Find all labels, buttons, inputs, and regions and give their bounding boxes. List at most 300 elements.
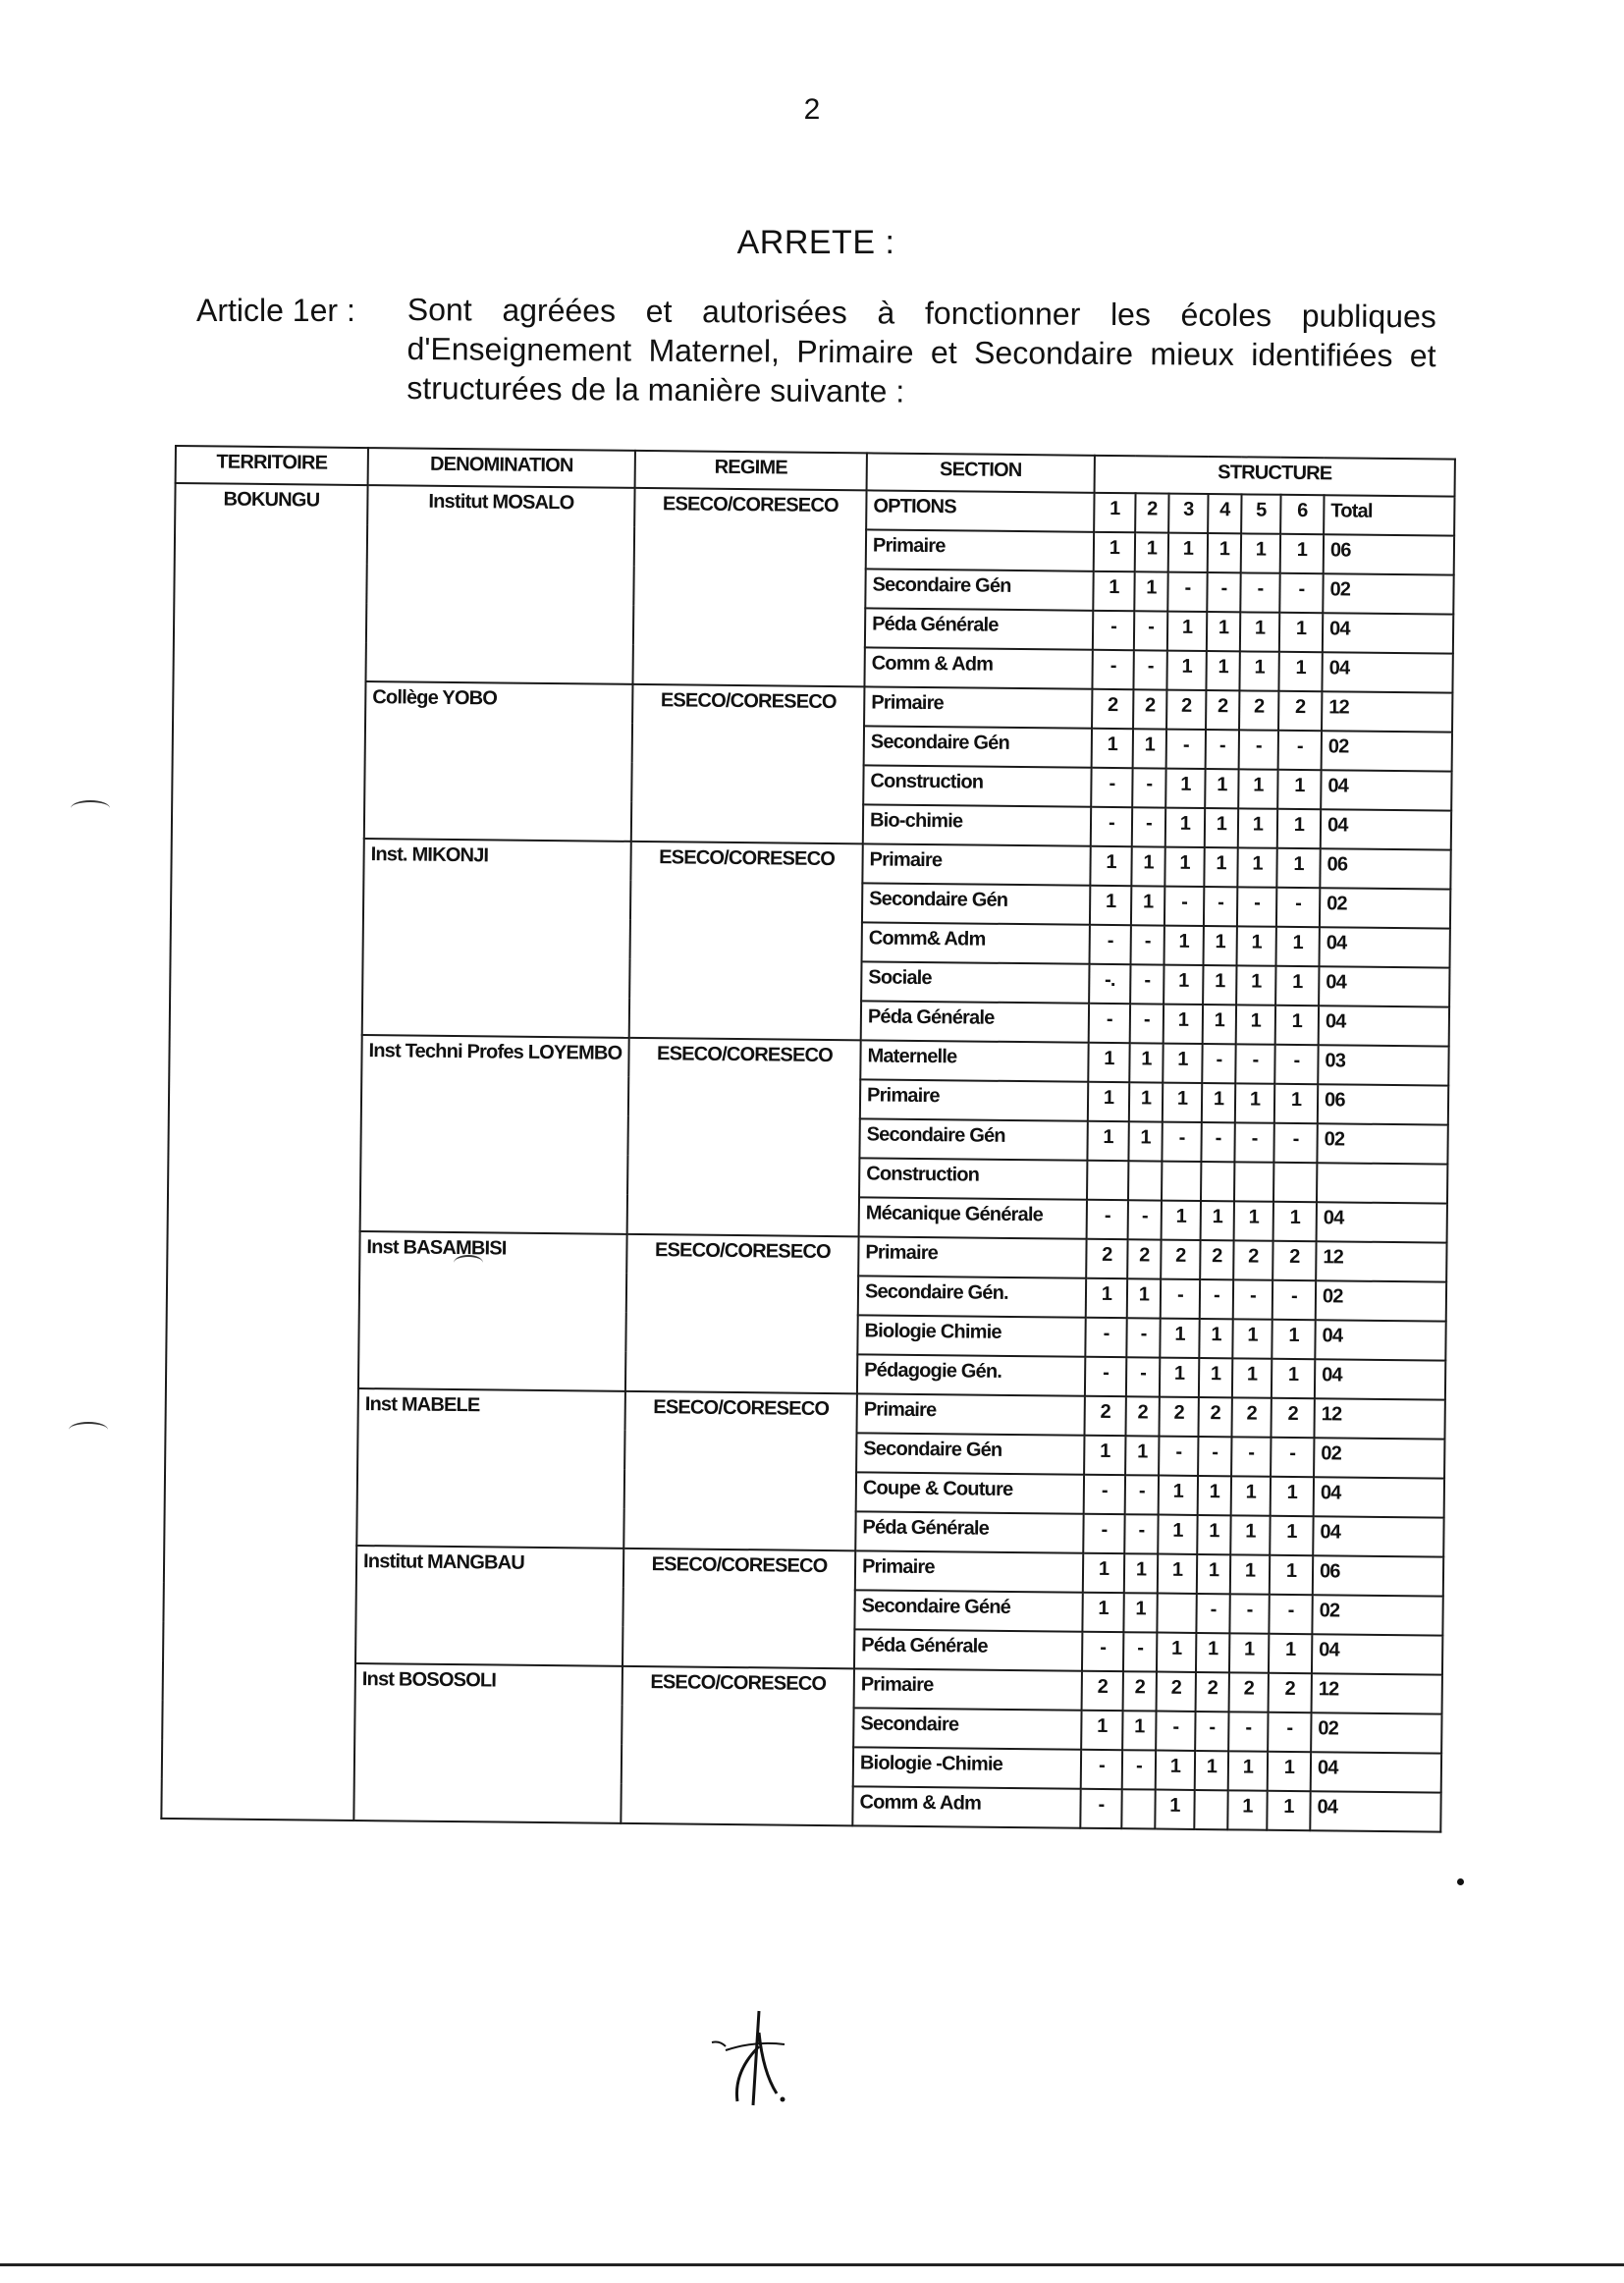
structure-value-cell: -: [1156, 1712, 1195, 1751]
structure-value-cell: -: [1195, 1712, 1228, 1751]
total-cell: 02: [1323, 573, 1454, 614]
section-cell: Secondaire Gén: [859, 1118, 1087, 1160]
total-cell: 12: [1312, 1673, 1443, 1713]
structure-value-cell: 1: [1277, 809, 1321, 848]
structure-value-cell: 1: [1128, 1121, 1162, 1161]
scan-dot: [1457, 1878, 1464, 1885]
structure-value-cell: 1: [1231, 1476, 1271, 1515]
structure-value-cell: -: [1083, 1514, 1124, 1553]
structure-value-cell: 1: [1237, 847, 1276, 887]
total-cell: 12: [1316, 1241, 1447, 1281]
structure-value-cell: 1: [1206, 651, 1239, 690]
article-text: Sont agréées et autorisées à fonctionner les écoles publiques d'Enseignement Maternel, Primaire et Secondaire mieux identifiées et structurées de la manière suivante :: [406, 291, 1436, 409]
structure-value-cell: 1: [1274, 1084, 1318, 1123]
structure-value-cell: 1: [1202, 1083, 1235, 1122]
structure-value-cell: -: [1196, 1594, 1229, 1633]
structure-value-cell: -: [1202, 1044, 1235, 1083]
structure-value-cell: 1: [1230, 1515, 1270, 1554]
structure-value-cell: 1: [1167, 612, 1207, 651]
section-cell: Primaire: [866, 529, 1094, 571]
structure-col-header: 5: [1241, 494, 1280, 533]
structure-value-cell: [1201, 1162, 1234, 1201]
regime-cell: ESECO/CORESECO: [625, 1234, 859, 1393]
header-section: SECTION: [867, 453, 1095, 492]
header-structure: STRUCTURE: [1095, 456, 1455, 497]
structure-value-cell: -: [1276, 888, 1320, 927]
structure-value-cell: 1: [1156, 1751, 1195, 1790]
structure-value-cell: 1: [1081, 1711, 1122, 1750]
schools-table-wrapper: [160, 445, 1454, 1833]
structure-value-cell: 1: [1205, 769, 1238, 808]
school-name-cell: Inst BOSOSOLI: [353, 1663, 623, 1823]
structure-value-cell: 1: [1090, 846, 1131, 886]
section-cell: Secondaire Gén: [864, 726, 1092, 767]
structure-value-cell: 2: [1092, 689, 1133, 729]
structure-value-cell: 1: [1275, 1006, 1319, 1045]
section-cell: Coupe & Couture: [856, 1472, 1084, 1513]
structure-value-cell: -: [1268, 1712, 1311, 1752]
document-heading: ARRETE :: [736, 224, 895, 261]
structure-value-cell: 2: [1200, 1240, 1233, 1279]
structure-value-cell: 2: [1272, 1241, 1316, 1280]
structure-value-cell: 1: [1238, 769, 1277, 808]
structure-value-cell: -.: [1089, 964, 1130, 1004]
structure-value-cell: -: [1124, 1514, 1158, 1553]
structure-col-header: 1: [1094, 493, 1135, 532]
section-cell: Biologie -Chimie: [853, 1747, 1081, 1788]
school-name-cell: Inst MABELE: [356, 1388, 625, 1549]
structure-value-cell: 1: [1133, 729, 1166, 768]
structure-value-cell: 1: [1273, 1202, 1317, 1241]
scan-mark: [71, 800, 110, 816]
structure-value-cell: 1: [1272, 1359, 1315, 1398]
structure-value-cell: 1: [1124, 1553, 1158, 1593]
structure-value-cell: 2: [1157, 1672, 1196, 1712]
structure-value-cell: 1: [1203, 1005, 1236, 1044]
regime-cell: ESECO/CORESECO: [621, 1666, 854, 1825]
structure-value-cell: -: [1279, 573, 1323, 613]
total-cell: 04: [1320, 927, 1451, 967]
options-label-cell: OPTIONS: [866, 490, 1094, 531]
total-cell: 04: [1310, 1791, 1441, 1831]
structure-value-cell: 1: [1159, 1476, 1198, 1515]
structure-value-cell: -: [1274, 1045, 1318, 1084]
total-cell: 04: [1315, 1320, 1446, 1360]
structure-value-cell: 2: [1196, 1672, 1229, 1712]
structure-value-cell: -: [1081, 1750, 1122, 1789]
total-cell: 04: [1319, 966, 1450, 1006]
section-cell: Primaire: [854, 1668, 1082, 1710]
structure-value-cell: -: [1272, 1280, 1316, 1320]
structure-value-cell: 1: [1234, 1201, 1273, 1240]
structure-value-cell: 1: [1239, 651, 1278, 690]
structure-col-header: 4: [1208, 494, 1241, 533]
structure-value-cell: 1: [1275, 966, 1319, 1006]
section-cell: Péda Générale: [854, 1629, 1082, 1670]
structure-value-cell: 1: [1158, 1515, 1197, 1554]
regime-cell: ESECO/CORESECO: [627, 1038, 861, 1236]
structure-value-cell: 1: [1277, 770, 1321, 809]
regime-cell: ESECO/CORESECO: [631, 684, 865, 843]
total-cell: 03: [1318, 1045, 1449, 1085]
structure-value-cell: 1: [1278, 652, 1322, 691]
regime-cell: ESECO/CORESECO: [623, 1549, 855, 1668]
structure-value-cell: [1162, 1162, 1201, 1201]
total-cell: 02: [1314, 1438, 1445, 1478]
structure-value-cell: 1: [1123, 1593, 1157, 1632]
structure-value-cell: -: [1085, 1318, 1126, 1357]
header-regime: REGIME: [635, 451, 867, 490]
structure-value-cell: -: [1122, 1750, 1156, 1789]
structure-value-cell: -: [1134, 611, 1167, 650]
structure-value-cell: -: [1278, 731, 1322, 770]
structure-value-cell: -: [1123, 1632, 1157, 1671]
structure-value-cell: 1: [1086, 1278, 1127, 1318]
total-cell: 02: [1311, 1712, 1442, 1753]
section-cell: Primaire: [857, 1393, 1085, 1435]
section-cell: Sociale: [861, 961, 1089, 1003]
section-cell: Primaire: [864, 686, 1092, 728]
structure-value-cell: -: [1085, 1357, 1126, 1396]
scan-mark: [69, 1422, 108, 1438]
school-name-cell: Collège YOBO: [364, 681, 633, 842]
structure-value-cell: -: [1200, 1279, 1233, 1319]
structure-value-cell: -: [1234, 1122, 1273, 1162]
section-cell: Biologie Chimie: [857, 1315, 1085, 1356]
structure-value-cell: [1234, 1162, 1273, 1201]
structure-value-cell: -: [1126, 1357, 1160, 1396]
school-name-cell: Inst BASAMBISI: [358, 1231, 627, 1391]
total-cell: 12: [1322, 691, 1453, 732]
section-cell: Secondaire Gén: [856, 1433, 1084, 1474]
signature-image: [702, 2003, 820, 2111]
regime-cell: ESECO/CORESECO: [629, 842, 863, 1040]
section-cell: Comm& Adm: [862, 922, 1090, 963]
structure-value-cell: 1: [1093, 571, 1134, 611]
territoire-cell: BOKUNGU: [161, 483, 367, 1821]
total-cell: 04: [1314, 1477, 1445, 1517]
structure-value-cell: 1: [1199, 1319, 1232, 1358]
structure-value-cell: 1: [1271, 1477, 1314, 1516]
section-cell: Péda Générale: [865, 608, 1093, 649]
structure-value-cell: -: [1093, 611, 1134, 650]
structure-value-cell: -: [1273, 1123, 1317, 1163]
structure-value-cell: 2: [1159, 1397, 1198, 1437]
structure-value-cell: -: [1207, 572, 1240, 612]
structure-value-cell: -: [1162, 1122, 1201, 1162]
structure-value-cell: 2: [1125, 1396, 1159, 1436]
structure-value-cell: 1: [1195, 1751, 1228, 1790]
structure-value-cell: 1: [1088, 1082, 1129, 1121]
structure-value-cell: 1: [1203, 965, 1236, 1005]
structure-value-cell: -: [1090, 925, 1131, 964]
total-cell: 04: [1321, 809, 1452, 849]
structure-value-cell: 1: [1163, 1044, 1202, 1083]
structure-value-cell: 1: [1232, 1358, 1272, 1397]
section-cell: Primaire: [862, 843, 1090, 885]
structure-value-cell: -: [1082, 1632, 1123, 1671]
structure-value-cell: [1121, 1789, 1155, 1828]
structure-value-cell: -: [1080, 1789, 1121, 1828]
structure-value-cell: 2: [1239, 690, 1278, 730]
structure-value-cell: 1: [1270, 1555, 1313, 1595]
structure-value-cell: 1: [1240, 612, 1279, 651]
structure-value-cell: 1: [1199, 1358, 1232, 1397]
structure-value-cell: 2: [1233, 1240, 1272, 1279]
school-name-cell: Institut MANGBAU: [355, 1546, 623, 1666]
structure-value-cell: -: [1167, 572, 1207, 612]
structure-value-cell: 2: [1082, 1671, 1123, 1711]
structure-value-cell: 1: [1236, 965, 1275, 1005]
structure-value-cell: 1: [1229, 1633, 1269, 1672]
structure-value-cell: -: [1130, 964, 1164, 1004]
structure-value-cell: 1: [1268, 1752, 1311, 1791]
total-cell: 04: [1317, 1202, 1448, 1242]
structure-value-cell: -: [1132, 768, 1165, 807]
structure-value-cell: 1: [1165, 769, 1205, 808]
structure-value-cell: -: [1271, 1438, 1314, 1477]
structure-value-cell: -: [1201, 1122, 1234, 1162]
structure-value-cell: 2: [1161, 1240, 1200, 1279]
section-cell: Construction: [859, 1158, 1087, 1199]
section-cell: Secondaire: [853, 1708, 1081, 1749]
total-cell: 04: [1312, 1634, 1443, 1674]
table-body: [161, 483, 1454, 1832]
section-cell: Secondaire Gén: [862, 883, 1090, 924]
structure-value-cell: -: [1237, 887, 1276, 926]
total-cell: [1317, 1163, 1448, 1203]
structure-value-cell: 2: [1133, 689, 1166, 729]
structure-value-cell: 1: [1134, 571, 1167, 611]
structure-value-cell: [1087, 1161, 1128, 1200]
total-cell: 04: [1322, 652, 1453, 692]
structure-value-cell: 1: [1155, 1790, 1194, 1829]
structure-value-cell: 1: [1235, 1083, 1274, 1122]
structure-value-cell: 1: [1230, 1554, 1270, 1594]
structure-value-cell: 1: [1164, 847, 1204, 887]
structure-value-cell: [1194, 1790, 1227, 1829]
scan-edge-line: [0, 2263, 1624, 2266]
structure-value-cell: -: [1132, 807, 1165, 846]
structure-value-cell: 1: [1279, 613, 1323, 652]
structure-value-cell: 1: [1094, 532, 1135, 571]
structure-value-cell: 1: [1166, 651, 1206, 690]
structure-value-cell: -: [1091, 768, 1132, 807]
structure-value-cell: -: [1159, 1437, 1198, 1476]
structure-value-cell: [1273, 1163, 1317, 1202]
structure-value-cell: -: [1126, 1318, 1160, 1357]
structure-value-cell: -: [1128, 1200, 1162, 1239]
structure-value-cell: 2: [1166, 690, 1206, 730]
structure-value-cell: -: [1206, 730, 1239, 769]
structure-value-cell: 1: [1129, 1082, 1163, 1121]
structure-value-cell: 2: [1127, 1239, 1161, 1278]
total-cell: 04: [1313, 1516, 1444, 1556]
structure-value-cell: -: [1133, 650, 1166, 689]
schools-table: [160, 445, 1456, 1833]
structure-value-cell: [1157, 1594, 1196, 1633]
total-cell: 02: [1322, 731, 1453, 771]
structure-value-cell: 1: [1131, 886, 1164, 925]
structure-value-cell: 2: [1271, 1398, 1314, 1438]
structure-value-cell: -: [1233, 1279, 1272, 1319]
structure-value-cell: 1: [1127, 1278, 1161, 1318]
structure-value-cell: -: [1231, 1437, 1271, 1476]
structure-value-cell: -: [1161, 1279, 1200, 1319]
structure-value-cell: 1: [1241, 533, 1280, 572]
structure-value-cell: -: [1130, 1004, 1164, 1043]
structure-value-cell: 1: [1270, 1516, 1313, 1555]
structure-value-cell: 1: [1165, 808, 1205, 847]
school-name-cell: Institut MOSALO: [365, 485, 634, 684]
school-name-cell: Inst. MIKONJI: [362, 839, 631, 1038]
school-name-cell: Inst Techni Profes LOYEMBO: [360, 1035, 629, 1234]
structure-value-cell: 1: [1201, 1201, 1234, 1240]
total-cell: 02: [1312, 1595, 1443, 1635]
structure-value-cell: 2: [1206, 690, 1239, 730]
structure-value-cell: -: [1166, 730, 1206, 769]
regime-cell: ESECO/CORESECO: [623, 1391, 857, 1550]
structure-col-header: 3: [1168, 494, 1208, 533]
total-cell: 02: [1316, 1280, 1447, 1321]
total-cell: 04: [1319, 1006, 1450, 1046]
structure-value-cell: -: [1091, 807, 1132, 846]
structure-value-cell: -: [1204, 887, 1237, 926]
structure-value-cell: 1: [1125, 1436, 1159, 1475]
structure-value-cell: 1: [1204, 926, 1237, 965]
structure-value-cell: -: [1239, 730, 1278, 769]
structure-value-cell: 1: [1236, 1005, 1275, 1044]
page-number: 2: [803, 93, 821, 126]
total-cell: 06: [1320, 848, 1451, 889]
section-cell: Secondaire Géné: [854, 1590, 1082, 1631]
structure-value-cell: 1: [1090, 886, 1131, 925]
structure-value-cell: 2: [1229, 1672, 1269, 1712]
structure-value-cell: 1: [1084, 1436, 1125, 1475]
scan-mark: [454, 1255, 483, 1271]
total-cell: 02: [1320, 888, 1451, 928]
structure-col-header: 2: [1135, 493, 1168, 532]
section-cell: Mécanique Générale: [859, 1197, 1087, 1238]
section-cell: Construction: [863, 765, 1091, 806]
structure-value-cell: -: [1092, 650, 1133, 689]
structure-value-cell: 1: [1267, 1791, 1310, 1830]
total-cell: 12: [1314, 1398, 1445, 1439]
structure-value-cell: 1: [1237, 926, 1276, 965]
structure-value-cell: -: [1198, 1437, 1231, 1476]
structure-value-cell: 1: [1131, 846, 1164, 886]
structure-value-cell: 1: [1164, 926, 1204, 965]
structure-value-cell: -: [1164, 887, 1204, 926]
structure-value-cell: 1: [1160, 1319, 1199, 1358]
total-cell: 02: [1317, 1123, 1448, 1164]
structure-value-cell: -: [1084, 1475, 1125, 1514]
section-cell: Primaire: [858, 1236, 1086, 1277]
section-cell: Comm & Adm: [864, 647, 1092, 688]
structure-value-cell: 1: [1082, 1593, 1123, 1632]
structure-value-cell: 1: [1207, 612, 1240, 651]
structure-value-cell: 1: [1164, 1005, 1203, 1044]
structure-value-cell: -: [1240, 572, 1279, 612]
structure-value-cell: [1128, 1161, 1162, 1200]
structure-col-header: 6: [1280, 495, 1324, 534]
structure-value-cell: 1: [1280, 534, 1324, 573]
structure-value-cell: 2: [1123, 1671, 1157, 1711]
section-cell: Péda Générale: [861, 1001, 1089, 1042]
structure-value-cell: 1: [1163, 1083, 1202, 1122]
structure-value-cell: 2: [1198, 1397, 1231, 1437]
structure-value-cell: -: [1228, 1712, 1268, 1751]
structure-value-cell: 1: [1158, 1554, 1197, 1594]
structure-value-cell: 1: [1157, 1633, 1196, 1672]
structure-value-cell: 1: [1087, 1121, 1128, 1161]
structure-value-cell: 1: [1160, 1358, 1199, 1397]
header-territoire: TERRITOIRE: [176, 446, 368, 485]
structure-value-cell: -: [1087, 1200, 1128, 1239]
structure-value-cell: 1: [1228, 1751, 1268, 1790]
structure-value-cell: 2: [1086, 1239, 1127, 1278]
section-cell: Péda Générale: [855, 1511, 1083, 1552]
total-col-header: Total: [1324, 495, 1455, 535]
header-denomination: DENOMINATION: [368, 448, 635, 488]
structure-value-cell: 2: [1084, 1396, 1125, 1436]
article-label: Article 1er :: [196, 293, 355, 328]
section-cell: Bio-chimie: [863, 804, 1091, 845]
structure-value-cell: 2: [1269, 1673, 1312, 1712]
regime-cell: ESECO/CORESECO: [632, 488, 866, 686]
structure-value-cell: 1: [1135, 532, 1168, 571]
total-cell: 04: [1323, 613, 1454, 653]
section-cell: Primaire: [860, 1079, 1088, 1120]
section-cell: Primaire: [855, 1550, 1083, 1592]
structure-value-cell: 1: [1196, 1633, 1229, 1672]
structure-value-cell: 1: [1238, 808, 1277, 847]
structure-value-cell: -: [1229, 1594, 1269, 1633]
structure-value-cell: 1: [1083, 1553, 1124, 1593]
structure-value-cell: -: [1125, 1475, 1159, 1514]
structure-value-cell: 2: [1231, 1397, 1271, 1437]
structure-value-cell: 1: [1227, 1790, 1267, 1829]
total-cell: 06: [1324, 534, 1455, 574]
total-cell: 04: [1311, 1752, 1442, 1792]
section-cell: Secondaire Gén: [865, 569, 1093, 610]
structure-value-cell: 1: [1208, 533, 1241, 572]
structure-value-cell: -: [1131, 925, 1164, 964]
structure-value-cell: -: [1235, 1044, 1274, 1083]
structure-value-cell: -: [1089, 1004, 1130, 1043]
structure-value-cell: 1: [1164, 965, 1203, 1005]
structure-value-cell: 1: [1168, 533, 1208, 572]
structure-value-cell: 1: [1269, 1634, 1312, 1673]
section-cell: Pédagogie Gén.: [857, 1354, 1085, 1395]
structure-value-cell: 1: [1088, 1043, 1129, 1082]
section-cell: Comm & Adm: [852, 1786, 1080, 1827]
structure-value-cell: 1: [1092, 729, 1133, 768]
structure-value-cell: 1: [1197, 1554, 1230, 1594]
structure-value-cell: 1: [1276, 927, 1320, 966]
structure-value-cell: 1: [1276, 848, 1320, 888]
total-cell: 04: [1315, 1359, 1446, 1399]
structure-value-cell: 1: [1198, 1476, 1231, 1515]
total-cell: 06: [1313, 1555, 1444, 1596]
total-cell: 06: [1318, 1084, 1449, 1124]
structure-value-cell: 1: [1129, 1043, 1163, 1082]
structure-value-cell: 1: [1232, 1319, 1272, 1358]
structure-value-cell: 1: [1162, 1201, 1201, 1240]
total-cell: 04: [1321, 770, 1452, 810]
structure-value-cell: 1: [1204, 847, 1237, 887]
section-cell: Maternelle: [860, 1040, 1088, 1081]
